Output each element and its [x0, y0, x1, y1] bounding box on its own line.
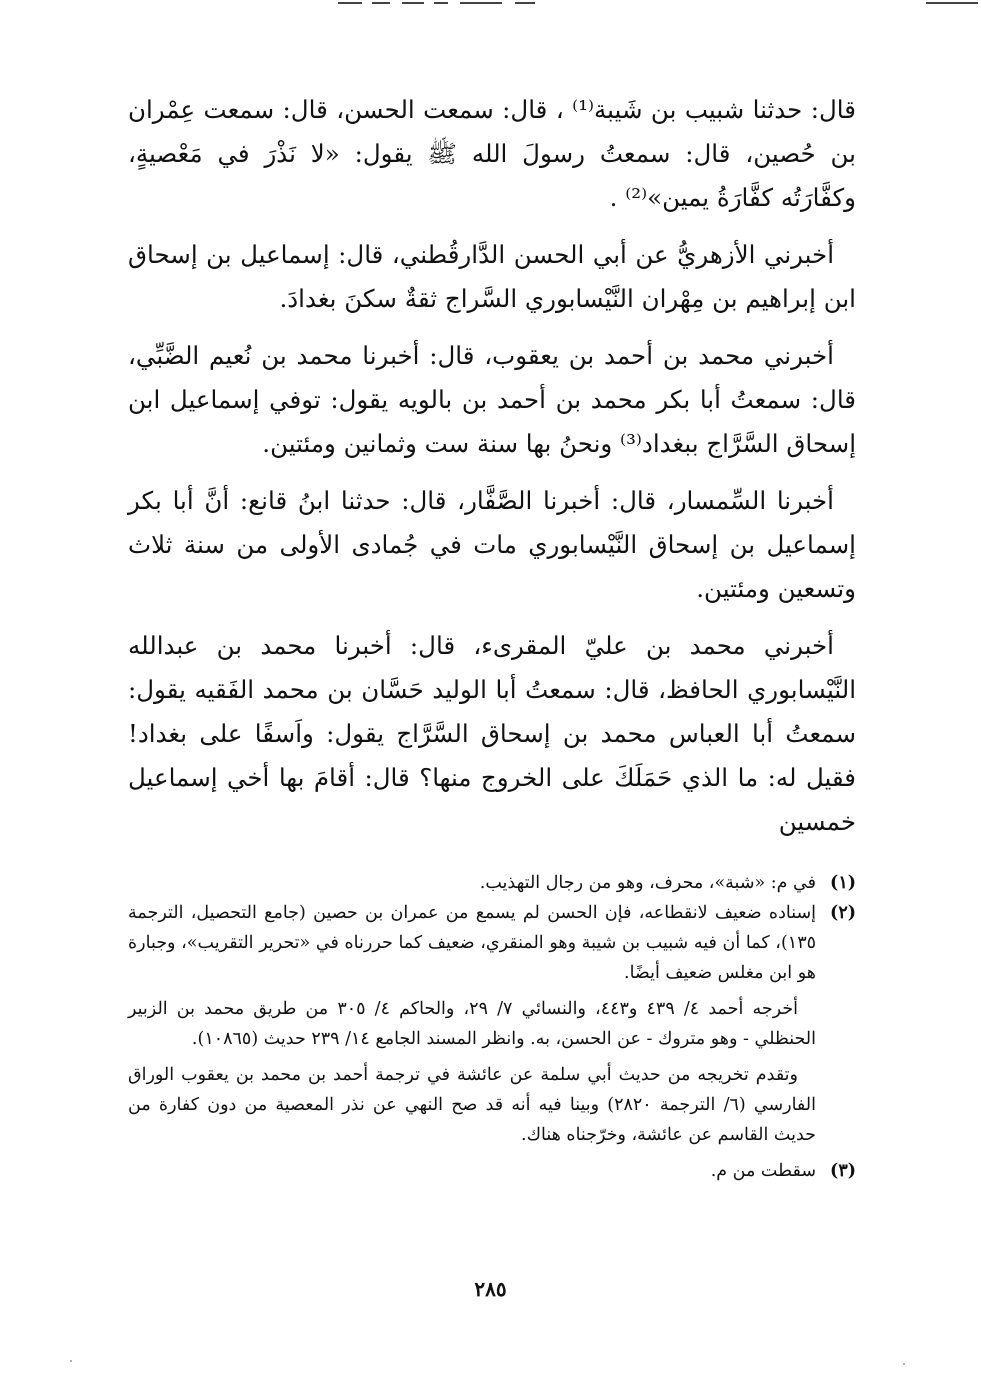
- paragraph: أخبرني محمد بن عليّ المقرىء، قال: أخبرنا محمد بن عبدالله النَّيْسابوري الحافظ، قال: سمعتُ أبا الوليد حَسَّان بن محمد الفَقيه يقول: سمعتُ أبا العباس محمد بن إسحاق السَّرَّاج يقول: واَسفًا على بغداد! فقيل له: ما الذي حَمَلَكَ على الخروج منها؟ قال: أقامَ بها أخي إسماعيل خمسين: [128, 631, 856, 836]
- page-number: ٢٨٥: [474, 1277, 507, 1301]
- footnotes: [128, 868, 856, 1186]
- scan-mark: [434, 2, 448, 4]
- footnote-number: (١): [830, 873, 856, 893]
- scan-speck: [903, 1363, 905, 1365]
- scan-mark: [338, 2, 362, 4]
- paragraph: أخبرنا السِّمسار، قال: أخبرنا الصَّفَّار، قال: حدثنا ابنُ قانع: أنَّ أبا بكر إسماعيل بن إسحاق النَّيْسابوري مات في جُمادى الأولى من سنة ثلاث وتسعين ومئتين.: [128, 486, 856, 603]
- footnote: [128, 868, 856, 898]
- footnote-number: (٣): [830, 1161, 856, 1181]
- scan-mark: [460, 2, 502, 4]
- footnote-continuation: وتقدم تخريجه من حديث أبي سلمة عن عائشة في ترجمة أحمد بن محمد بن يعقوب الوراق الفارسي (٦/ الترجمة ٢٨٢٠) وبينا فيه أنه قد صح النهي عن نذر المعصية من دون كفارة من حديث القاسم عن عائشة، وخرّجناه هناك.: [128, 1065, 816, 1145]
- footnote: [128, 1156, 856, 1186]
- footnote-text: في م: «شبة»، محرف، وهو من رجال التهذيب.: [479, 873, 816, 893]
- paragraph: أخبرني محمد بن أحمد بن يعقوب، قال: أخبرنا محمد بن نُعيم الضَّبِّي، قال: سمعتُ أبا بكر محمد بن أحمد بن بالويه يقول: توفي إسماعيل ابن إسحاق السَّرَّاج ببغداد⁽³⁾ ونحنُ بها سنة ست وثمانين ومئتين.: [128, 341, 856, 458]
- footnote-continuation: أخرجه أحمد ٤/ ٤٣٩ و٤٤٣، والنسائي ٧/ ٢٩، والحاكم ٤/ ٣٠٥ من طريق محمد بن الزبير الحنظلي - وهو متروك - عن الحسن، به. وانظر المسند الجامع ١٤/ ٢٣٩ حديث (١٠٨٦٥).: [128, 999, 816, 1049]
- book-page: [128, 88, 856, 1186]
- scan-mark: [372, 2, 390, 4]
- footnote-text: سقطت من م.: [710, 1161, 816, 1181]
- paragraph: أخبرني الأزهريُّ عن أبي الحسن الدَّارقُطني، قال: إسماعيل بن إسحاق ابن إبراهيم بن مِهْران النَّيْسابوري السَّراج ثقةٌ سكنَ بغدادَ.: [128, 240, 856, 313]
- paragraph: قال: حدثنا شبيب بن شَيبة⁽¹⁾ ، قال: سمعت الحسن، قال: سمعت عِمْران بن حُصين، قال: سمعتُ رسولَ الله ﷺ يقول: «لا نَذْرَ في مَعْصيةٍ، وكفَّارَتُه كفَّارَةُ يمين»⁽²⁾ .: [128, 95, 856, 212]
- scan-mark: [926, 2, 978, 4]
- footnote-text: إسناده ضعيف لانقطاعه، فإن الحسن لم يسمع من عمران بن حصين (جامع التحصيل، الترجمة ١٣٥)، كما أن فيه شبيب بن شيبة وهو المنقري، ضعيف كما حررناه في «تحرير التقريب»، وجبارة هو ابن مغلس ضعيف أيضًا.: [128, 903, 816, 983]
- footnote-number: (٢): [830, 903, 856, 923]
- scan-speck: [70, 1360, 72, 1362]
- footnote: [128, 898, 856, 988]
- scan-mark: [515, 2, 535, 4]
- scan-mark: [402, 2, 424, 4]
